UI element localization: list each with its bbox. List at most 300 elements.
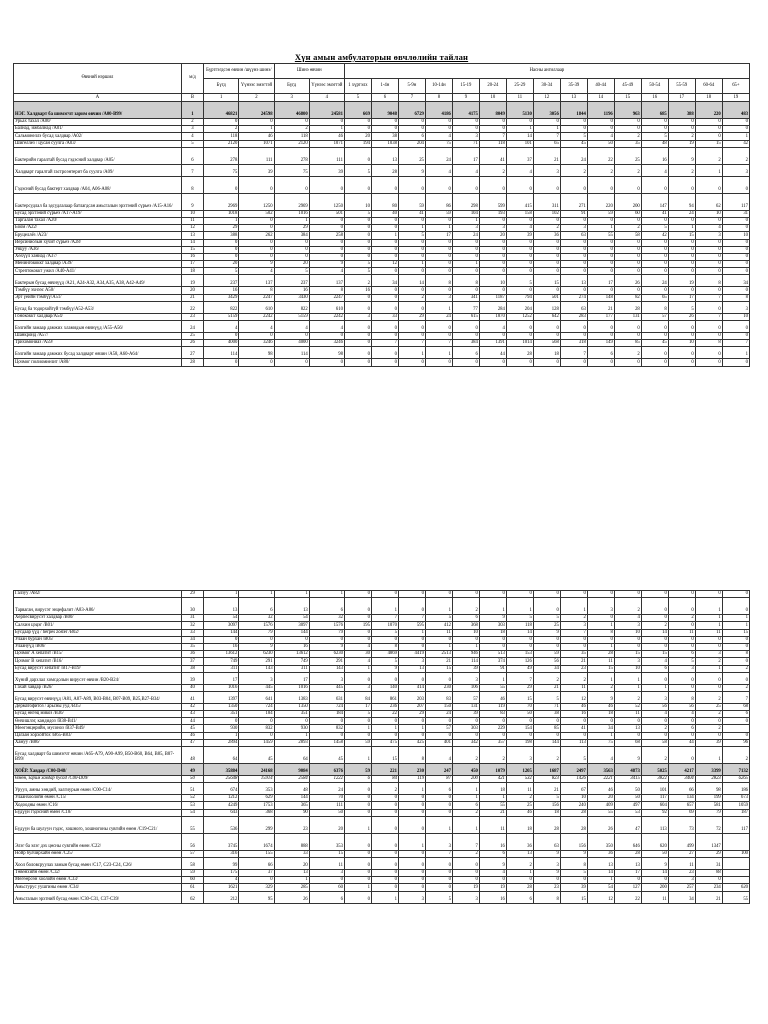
column-index: 7 (398, 94, 425, 102)
value-cell: 3 (641, 691, 668, 703)
value-cell: 0 (641, 321, 668, 333)
value-cell: 41 (560, 725, 587, 732)
value-cell: 0 (452, 591, 479, 598)
value-cell: 65 (641, 294, 668, 301)
value-cell: 0 (425, 119, 452, 126)
value-cell: 75 (274, 164, 309, 176)
value-cell: 0 (398, 884, 425, 891)
value-cell: 283 (560, 313, 587, 320)
value-cell: 1079 (479, 764, 506, 776)
value-cell: 9 (614, 747, 641, 764)
value-cell: 6 (452, 347, 479, 359)
value-cell: 1 (668, 225, 695, 232)
value-cell: 66 (668, 783, 695, 795)
column-index: 18 (695, 94, 722, 102)
value-cell: 0 (722, 225, 749, 232)
value-cell: 5 (344, 268, 371, 275)
value-cell: 5 (371, 658, 398, 665)
value-cell: 237 (274, 275, 309, 287)
value-cell: 6 (722, 711, 749, 718)
value-cell: 59 (398, 193, 425, 210)
value-cell: 32 (239, 615, 274, 622)
disease-name: Стрептококкт ужил /A40-A41/ (14, 268, 182, 275)
value-cell: 2823 (695, 776, 722, 783)
value-cell: 1 (587, 672, 614, 684)
value-cell: 8 (452, 275, 479, 287)
value-cell: 0 (398, 869, 425, 876)
value-cell: 0 (695, 877, 722, 884)
value-cell: 0 (695, 321, 722, 333)
value-cell: 1383 (274, 691, 309, 703)
value-cell: 59 (344, 739, 371, 746)
value-cell: 2247 (309, 294, 344, 301)
value-cell: 0 (533, 119, 560, 126)
value-cell: 0 (371, 809, 398, 816)
value-cell: 0 (309, 333, 344, 340)
value-cell: 0 (668, 598, 695, 615)
value-cell: 1 (506, 598, 533, 615)
value-cell: 19 (479, 884, 506, 891)
value-cell: 749 (274, 658, 309, 665)
table-row (14, 268, 750, 275)
value-cell: 1 (452, 643, 479, 650)
value-cell: 4 (309, 268, 344, 275)
value-cell: 0 (344, 232, 371, 239)
value-cell: 0 (641, 732, 668, 739)
value-cell: 0 (668, 732, 695, 739)
value-cell: 2 (560, 672, 587, 684)
row-number: 6 (181, 147, 203, 164)
value-cell: 1350 (204, 703, 239, 710)
table-row (14, 833, 750, 850)
age-header-7: 30-34 (533, 79, 560, 94)
disease-name: Гахай хавдар /B26/ (14, 684, 182, 691)
value-cell: 2 (695, 658, 722, 665)
value-cell: 0 (587, 261, 614, 268)
value-cell: 64 (204, 747, 239, 764)
value-cell: 212 (204, 891, 239, 903)
table-row (14, 210, 750, 217)
value-cell: 0 (425, 591, 452, 598)
value-cell: 1350 (274, 703, 309, 710)
disease-column-header: Өвчний нэршил (14, 64, 182, 94)
value-cell: 368 (452, 622, 479, 629)
value-cell: 28 (533, 816, 560, 833)
value-cell: 0 (398, 176, 425, 193)
value-cell: 5159 (204, 313, 239, 320)
value-cell: 13 (204, 598, 239, 615)
table-row (14, 711, 750, 718)
value-cell: 0 (309, 732, 344, 739)
value-cell: 1753 (239, 802, 274, 809)
age-header-13: 60-64 (695, 79, 722, 94)
value-cell: 34 (722, 275, 749, 287)
disease-name: Цагаан хорхойтох /B65-B83/ (14, 732, 182, 739)
value-cell: 0 (587, 287, 614, 294)
value-cell: 0 (309, 119, 344, 126)
value-cell: 55 (587, 809, 614, 816)
value-cell: 0 (695, 359, 722, 366)
value-cell: 9 (239, 261, 274, 268)
value-cell: 73 (668, 816, 695, 833)
value-cell: 13 (274, 869, 309, 876)
value-cell: 46 (587, 703, 614, 710)
value-cell: 0 (425, 869, 452, 876)
value-cell: 118 (274, 133, 309, 140)
row-number: 55 (181, 816, 203, 833)
value-cell: 1 (479, 672, 506, 684)
value-cell: 29 (695, 850, 722, 857)
value-cell: 85 (614, 340, 641, 347)
value-cell: 0 (239, 225, 274, 232)
value-cell: 23 (560, 665, 587, 672)
value-cell: 0 (425, 268, 452, 275)
value-cell: 0 (344, 239, 371, 246)
age-header-11: 50-54 (641, 79, 668, 94)
value-cell: 14 (398, 275, 425, 287)
value-cell: 0 (204, 119, 239, 126)
value-cell: 1059 (722, 802, 749, 809)
value-cell: 0 (452, 732, 479, 739)
value-cell: 143 (309, 665, 344, 672)
value-cell: 114 (452, 658, 479, 665)
value-cell: 10 (344, 193, 371, 210)
column-index: 9 (452, 94, 479, 102)
value-cell: 0 (398, 816, 425, 833)
value-cell: 0 (506, 718, 533, 725)
value-cell: 425 (398, 739, 425, 746)
value-cell: 3 (452, 133, 479, 140)
value-cell: 351 (274, 711, 309, 718)
disease-name: Амьсгалын эрхтний бусад өмөн /C30-C31, C37-C39/ (14, 891, 182, 903)
value-cell: 4 (641, 164, 668, 176)
value-cell: 0 (614, 643, 641, 650)
value-cell: 9 (668, 147, 695, 164)
value-cell: 1250 (309, 193, 344, 210)
value-cell: 15914 (239, 776, 274, 783)
value-cell: 0 (344, 359, 371, 366)
value-cell: 0 (398, 217, 425, 224)
value-cell: 641 (239, 691, 274, 703)
value-cell: 384 (274, 232, 309, 239)
row-number: 29 (181, 591, 203, 598)
value-cell (722, 833, 749, 850)
value-cell: 39 (309, 164, 344, 176)
value-cell: 8 (587, 629, 614, 636)
value-cell: 49 (506, 665, 533, 672)
value-cell: 101 (506, 140, 533, 147)
value-cell: 150 (425, 703, 452, 710)
value-cell: 262 (239, 232, 274, 239)
value-cell: 0 (668, 321, 695, 333)
table-row (14, 164, 750, 176)
value-cell: 0 (506, 732, 533, 739)
value-cell: 10 (479, 275, 506, 287)
value-cell: 0 (425, 217, 452, 224)
value-cell: 35884 (204, 764, 239, 776)
value-cell: 34 (668, 891, 695, 903)
value-cell: 0 (274, 246, 309, 253)
value-cell: 55 (722, 891, 749, 903)
value-cell: 1870 (479, 313, 506, 320)
value-cell: 14 (587, 869, 614, 876)
value-cell: 0 (398, 636, 425, 643)
value-cell: 99 (204, 857, 239, 869)
value-cell: 0 (309, 636, 344, 643)
value-cell: 126 (506, 658, 533, 665)
value-cell: 0 (398, 850, 425, 857)
value-cell: 0 (371, 347, 398, 359)
value-cell: 0 (722, 239, 749, 246)
value-cell: 75 (425, 140, 452, 147)
table-row (14, 850, 750, 857)
value-cell: 37 (506, 147, 533, 164)
value-cell: 11 (560, 684, 587, 691)
value-cell: 0 (452, 359, 479, 366)
value-cell: 57 (641, 313, 668, 320)
value-cell: 0 (668, 261, 695, 268)
value-cell: 1 (587, 643, 614, 650)
value-cell: 0 (695, 217, 722, 224)
value-cell: 0 (533, 333, 560, 340)
value-cell: 0 (398, 246, 425, 253)
value-cell: 147 (641, 193, 668, 210)
value-cell: 0 (695, 684, 722, 691)
value-cell: 2 (614, 347, 641, 359)
value-cell: 4 (614, 615, 641, 622)
value-cell: 2221 (587, 776, 614, 783)
value-cell: 42 (722, 140, 749, 147)
value-cell: 86 (425, 193, 452, 210)
value-cell: 11 (309, 857, 344, 869)
value-cell: 0 (425, 857, 452, 869)
value-cell: 0 (425, 287, 452, 294)
disease-name: Өмөн, зарим хавдар бусад /C00-D09/ (14, 776, 182, 783)
value-cell: 13612 (204, 651, 239, 658)
value-cell: 0 (452, 718, 479, 725)
value-cell: 63 (560, 301, 587, 313)
value-cell: 303 (479, 622, 506, 629)
value-cell: 0 (344, 591, 371, 598)
value-cell: 2 (668, 615, 695, 622)
value-cell: 90 (274, 809, 309, 816)
row-number: 26 (181, 340, 203, 347)
value-cell: 642 (533, 313, 560, 320)
table-row (14, 884, 750, 891)
value-cell: 0 (425, 359, 452, 366)
row-number: 36 (181, 651, 203, 658)
row-number: 24 (181, 321, 203, 333)
column-index: А (14, 94, 182, 102)
value-cell: 1 (452, 783, 479, 795)
value-cell: 15 (533, 275, 560, 287)
value-cell: 3 (668, 877, 695, 884)
value-cell: 513 (479, 651, 506, 658)
row-number: 44 (181, 718, 203, 725)
value-cell: 134 (668, 795, 695, 802)
value-cell: 1 (398, 783, 425, 795)
value-cell: 0 (533, 246, 560, 253)
value-cell (722, 877, 749, 884)
value-cell: 0 (274, 636, 309, 643)
value-cell: 1 (533, 126, 560, 133)
value-cell: 0 (695, 239, 722, 246)
value-cell: 1 (398, 347, 425, 359)
value-cell: 0 (641, 176, 668, 193)
value-cell: 0 (668, 643, 695, 650)
age-header-0: 1 хүртэлх (344, 79, 371, 94)
value-cell: 1 (641, 684, 668, 691)
table-row (14, 691, 750, 703)
value-cell: 0 (425, 253, 452, 260)
value-cell: 17 (587, 275, 614, 287)
value-cell: 5 (641, 225, 668, 232)
value-cell: 1576 (239, 622, 274, 629)
value-cell: 2 (452, 598, 479, 615)
value-cell: 0 (204, 636, 239, 643)
value-cell: 0 (695, 119, 722, 126)
value-cell: 2 (452, 850, 479, 857)
value-cell: 1391 (479, 340, 506, 347)
table-row (14, 591, 750, 598)
value-cell: 0 (239, 732, 274, 739)
value-cell: 724 (309, 703, 344, 710)
value-cell: 0 (614, 636, 641, 643)
value-cell: 36 (506, 833, 533, 850)
value-cell: 2 (587, 164, 614, 176)
value-cell: 198 (506, 739, 533, 746)
row-number: 57 (181, 850, 203, 857)
value-cell: 24 (425, 313, 452, 320)
value-cell: 56 (533, 658, 560, 665)
value-cell: 0 (641, 672, 668, 684)
value-cell: 1 (587, 877, 614, 884)
value-cell: 8 (560, 857, 587, 869)
value-cell: 5 (560, 133, 587, 140)
value-cell: 1 (274, 217, 309, 224)
value-cell: 0 (479, 126, 506, 133)
value-cell: 247 (425, 764, 452, 776)
value-cell: 0 (668, 239, 695, 246)
value-cell: 0 (398, 795, 425, 802)
value-cell: 23 (668, 869, 695, 876)
value-cell: 4 (668, 711, 695, 718)
value-cell: 41 (398, 210, 425, 217)
disease-name: Иерсиниозын хүчит сүрьеэ /A28/ (14, 239, 182, 246)
value-cell: 0 (274, 359, 309, 366)
value-cell: 137 (309, 275, 344, 287)
value-cell: 46800 (274, 102, 309, 119)
value-cell: 0 (668, 268, 695, 275)
value-cell: 5 (668, 658, 695, 665)
value-cell: 2 (614, 225, 641, 232)
value-cell: 1 (204, 732, 239, 739)
value-cell: 17 (425, 232, 452, 239)
value-cell: 0 (371, 732, 398, 739)
table-row (14, 658, 750, 665)
value-cell: 0 (479, 268, 506, 275)
value-cell: 21 (560, 658, 587, 665)
value-cell: 1250 (239, 193, 274, 210)
column-index: 6 (371, 94, 398, 102)
value-cell: 930 (204, 725, 239, 732)
age-header-14: 65+ (722, 79, 749, 94)
value-cell: 0 (398, 253, 425, 260)
value-cell: 237 (204, 275, 239, 287)
value-cell: 445 (239, 684, 274, 691)
value-cell: 0 (344, 877, 371, 884)
disease-name: Улаанхоолойн өмөн /C15/ (14, 795, 182, 802)
value-cell: 106 (452, 684, 479, 691)
value-cell: 13 (614, 725, 641, 732)
value-cell: 0 (722, 268, 749, 275)
value-cell: 888 (274, 833, 309, 850)
value-cell: 4 (479, 321, 506, 333)
value-cell: 291 (239, 658, 274, 665)
value-cell: 28 (560, 809, 587, 816)
value-cell: 0 (371, 301, 398, 313)
value-cell: 0 (641, 615, 668, 622)
value-cell: 113 (560, 739, 587, 746)
value-cell: 140 (371, 684, 398, 691)
value-cell: 0 (668, 126, 695, 133)
value-cell: 0 (668, 176, 695, 193)
value-cell: 3 (614, 658, 641, 665)
value-cell: 1 (614, 684, 641, 691)
value-cell: 0 (533, 359, 560, 366)
row-number: 35 (181, 643, 203, 650)
value-cell: 1016 (274, 210, 309, 217)
value-cell: 14 (506, 629, 533, 636)
value-cell: 54 (204, 615, 239, 622)
value-cell: 6 (668, 651, 695, 658)
value-cell: 1 (371, 598, 398, 615)
value-cell: 204 (506, 301, 533, 313)
disease-name: Мөөгэнцөрийн, мусоноз /B37-B49/ (14, 725, 182, 732)
row-number: 47 (181, 739, 203, 746)
value-cell: 1 (695, 615, 722, 622)
age-header-10: 45-49 (614, 79, 641, 94)
value-cell: 5 (425, 891, 452, 903)
value-cell: 0 (668, 333, 695, 340)
value-cell: 0 (398, 809, 425, 816)
value-cell: 341 (452, 294, 479, 301)
value-cell: 3 (506, 747, 533, 764)
value-cell: 0 (204, 253, 239, 260)
value-cell: 4186 (425, 102, 452, 119)
value-cell: 6 (587, 347, 614, 359)
value-cell: 0 (344, 857, 371, 869)
row-number: 54 (181, 809, 203, 816)
value-cell: 2 (695, 691, 722, 703)
value-cell: 19 (452, 884, 479, 891)
value-cell: 1 (371, 725, 398, 732)
value-cell: 15 (560, 891, 587, 903)
value-cell: 5159 (274, 313, 309, 320)
value-cell: 46 (479, 691, 506, 703)
value-cell: 0 (344, 340, 371, 347)
value-cell: 52 (614, 703, 641, 710)
value-cell: 0 (614, 126, 641, 133)
value-cell: 0 (371, 877, 398, 884)
value-cell: 59 (533, 651, 560, 658)
value-cell: 63 (560, 232, 587, 239)
value-cell: 91 (560, 210, 587, 217)
value-cell: 7 (722, 691, 749, 703)
value-cell: 483 (722, 102, 749, 119)
value-cell: 0 (668, 217, 695, 224)
value-cell: 68 (722, 703, 749, 710)
